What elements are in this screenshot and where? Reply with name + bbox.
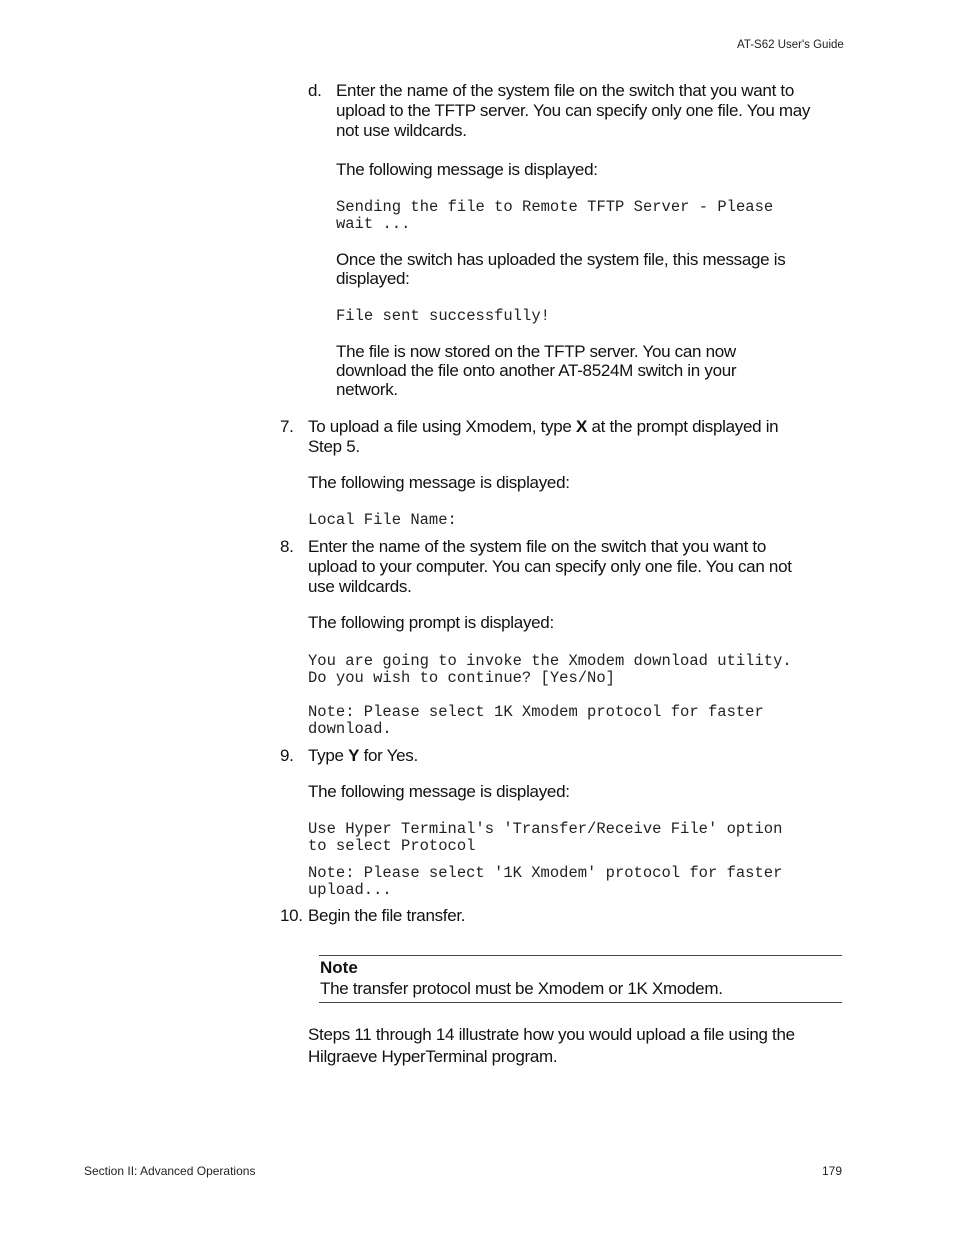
step-7-label: 7. [280,417,294,436]
step-8-text-line1: Enter the name of the system file on the switch that you want to [308,537,766,556]
step-d-text-line1: Enter the name of the system file on the switch that you want to [336,81,794,100]
step-8-label: 8. [280,537,294,556]
closing-line1: Steps 11 through 14 illustrate how you would upload a file using the [308,1025,795,1044]
step-7-code: Local File Name: [308,511,457,529]
closing-line2: Hilgraeve HyperTerminal program. [308,1047,558,1066]
step-d-code-sending-line1: Sending the file to Remote TFTP Server - Please [336,198,774,216]
step-9-code1-line2: to select Protocol [308,837,476,855]
step-8-code1-line1: You are going to invoke the Xmodem download utility. [308,652,792,670]
step-d-text-line3: not use wildcards. [336,121,467,140]
step-9-label: 9. [280,746,294,765]
step-8-prompt-intro: The following prompt is displayed: [308,613,554,632]
step-9-code2-line1: Note: Please select '1K Xmodem' protocol for faster [308,864,783,882]
step-9-code1-line1: Use Hyper Terminal's 'Transfer/Receive File' option [308,820,783,838]
step-d-message-intro: The following message is displayed: [336,160,598,179]
note-title: Note [320,958,358,977]
step-9-code2-line2: upload... [308,881,392,899]
note-text: The transfer protocol must be Xmodem or 1K Xmodem. [320,979,723,998]
step-8-code2-line1: Note: Please select 1K Xmodem protocol for faster [308,703,764,721]
step-9-message-intro: The following message is displayed: [308,782,570,801]
running-header: AT-S62 User's Guide [737,39,844,51]
step-8-text-line3: use wildcards. [308,577,412,596]
step-d-text-line2: upload to the TFTP server. You can specify only one file. You may [336,101,811,120]
step-d-code-sending-line2: wait ... [336,215,411,233]
step-10-label: 10. [280,906,303,925]
step-8-code2-line2: download. [308,720,392,738]
step-7-message-intro: The following message is displayed: [308,473,570,492]
note-box [319,955,842,1003]
step-7-text-line1: To upload a file using Xmodem, type X at the prompt displayed in [308,417,779,436]
step-d-code-sent: File sent successfully! [336,307,550,325]
step-d-stored-line2: download the file onto another AT-8524M switch in your [336,361,737,380]
step-d-stored-line3: network. [336,380,398,399]
step-d-after-line1: Once the switch has uploaded the system file, this message is [336,250,786,269]
step-d-after-line2: displayed: [336,269,410,288]
step-d-stored-line1: The file is now stored on the TFTP server. You can now [336,342,736,361]
step-10-text: Begin the file transfer. [308,906,466,925]
footer-section: Section II: Advanced Operations [84,1164,256,1178]
step-8-code1-line2: Do you wish to continue? [Yes/No] [308,669,615,687]
step-9-text: Type Y for Yes. [308,746,418,765]
step-8-text-line2: upload to your computer. You can specify only one file. You can not [308,557,792,576]
step-d-label: d. [308,81,322,100]
step-7-text-line2: Step 5. [308,437,360,456]
page-number: 179 [822,1164,843,1178]
